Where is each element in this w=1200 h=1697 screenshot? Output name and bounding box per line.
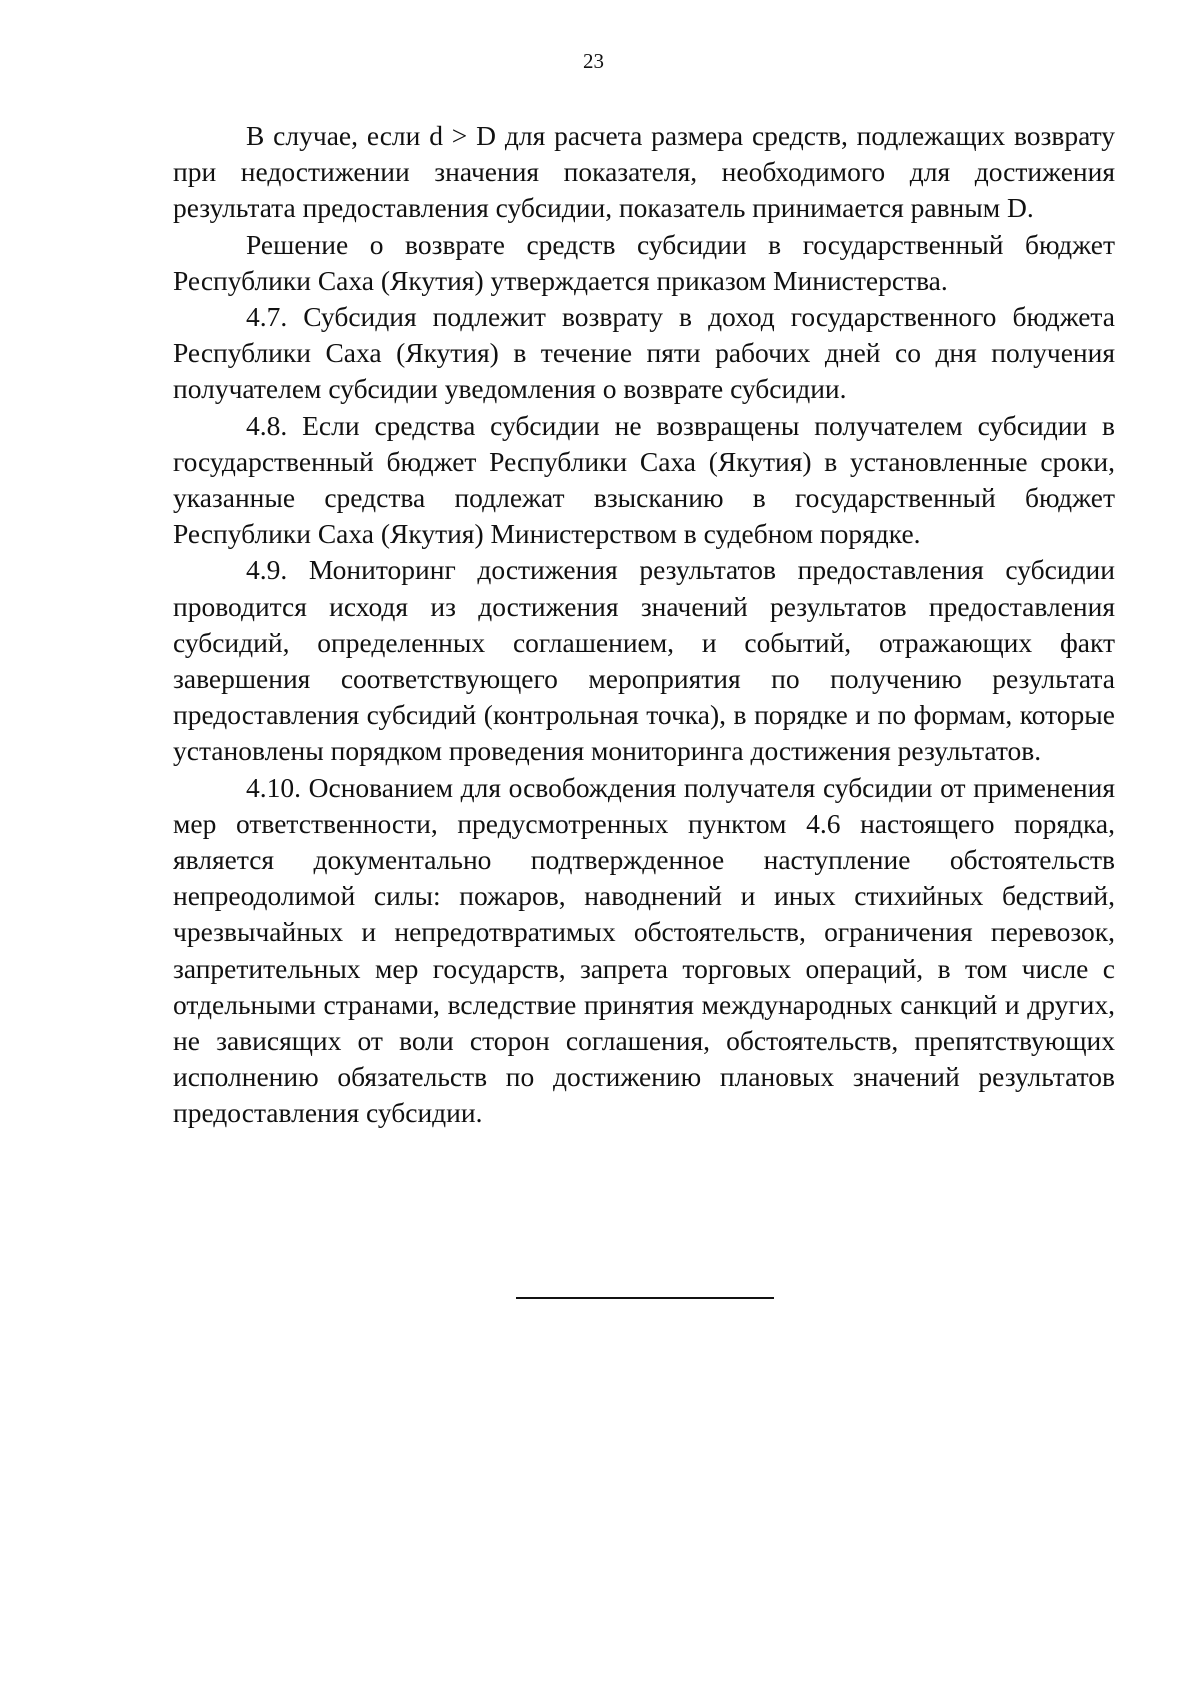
document-body xyxy=(173,118,1115,1132)
paragraph-d-greater-than-D: В случае, если d > D для расчета размера средств, подлежащих возврату при недостижении значения показателя, необходимого для достижения результата предоставления субсидии, показатель принимается равным D. xyxy=(173,120,1115,224)
end-divider-line xyxy=(516,1297,774,1299)
paragraph-4-10: 4.10. Основанием для освобождения получателя субсидии от применения мер ответственности, предусмотренных пунктом 4.6 настоящего порядка, является документально подтвержденное наступление обстоятельств непреодолимой силы: пожаров, наводнений и иных стихийных бедствий, чрезвычайных и непредотвратимых обстоятельств, ограничения перевозок, запретительных мер государств, запрета торговых операций, в том числе с отдельными странами, вследствие принятия международных санкций и других, не зависящих от воли сторон соглашения, обстоятельств, препятствующих исполнению обязательств по достижению плановых значений результатов предоставления субсидии. xyxy=(173,771,1115,1129)
paragraph-return-decision: Решение о возврате средств субсидии в государственный бюджет Республики Саха (Якутия) утверждается приказом Министерства. xyxy=(173,228,1115,296)
page-number: 23 xyxy=(583,49,604,73)
paragraph-4-7: 4.7. Субсидия подлежит возврату в доход государственного бюджета Республики Саха (Якутия) в течение пяти рабочих дней со дня получения получателем субсидии уведомления о возврате субсидии. xyxy=(173,301,1115,405)
paragraph-4-9: 4.9. Мониторинг достижения результатов предоставления субсидии проводится исходя из достижения значений результатов предоставления субсидий, определенных соглашением, и событий, отражающих факт завершения соответствующего мероприятия по получению результата предоставления субсидий (контрольная точка), в порядке и по формам, которые установлены порядком проведения мониторинга достижения результатов. xyxy=(173,554,1115,767)
paragraph-4-8: 4.8. Если средства субсидии не возвращены получателем субсидии в государственный бюджет Республики Саха (Якутия) в установленные сроки, указанные средства подлежат взысканию в государственный бюджет Республики Саха (Якутия) Министерством в судебном порядке. xyxy=(173,409,1115,550)
